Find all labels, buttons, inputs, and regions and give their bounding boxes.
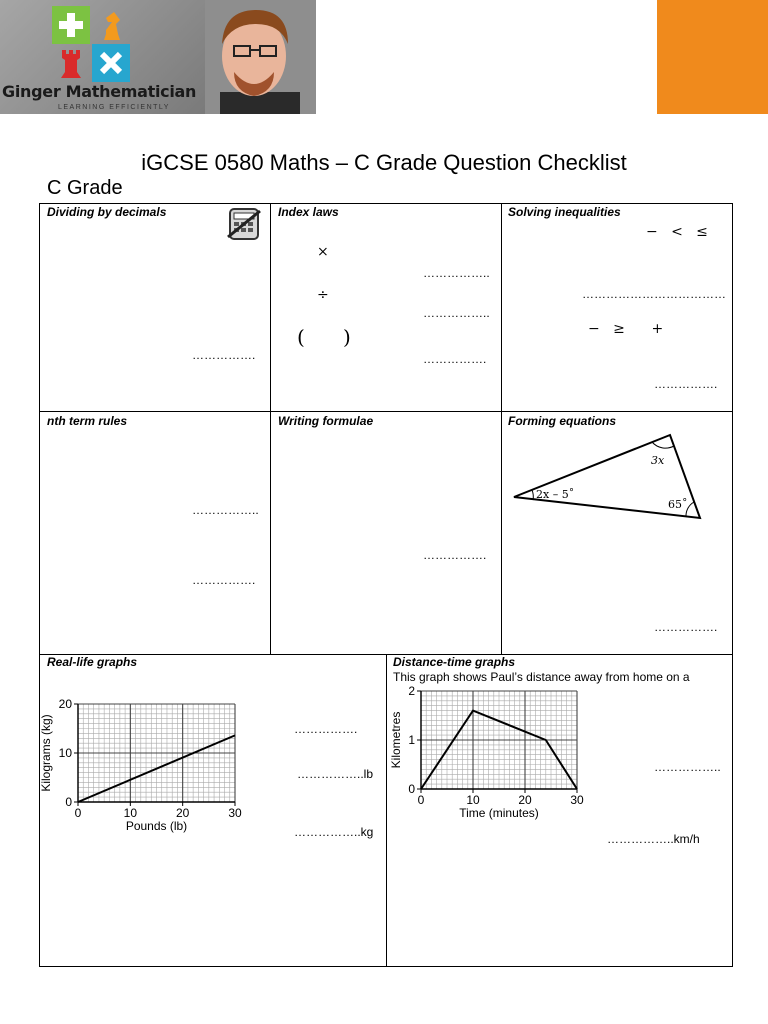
x-tick-label: 10 bbox=[123, 806, 138, 820]
x-tick-label: 10 bbox=[466, 793, 480, 807]
y-tick-label: 1 bbox=[408, 733, 415, 747]
x-tick-label: 30 bbox=[570, 793, 584, 807]
inequalities-heading: Solving inequalities bbox=[508, 205, 621, 219]
x-tick-label: 20 bbox=[518, 793, 532, 807]
equations-answer[interactable]: ……………. bbox=[654, 620, 718, 634]
x-tick-label: 0 bbox=[74, 806, 82, 820]
dividing-heading: Dividing by decimals bbox=[47, 205, 167, 219]
angle-label-right: 65˚ bbox=[668, 498, 688, 511]
index-answer-3[interactable]: ……………. bbox=[423, 352, 487, 366]
angle-label-top: 3x bbox=[651, 454, 665, 467]
y-tick-label: 0 bbox=[408, 782, 415, 796]
distance-chart bbox=[388, 684, 608, 824]
knight-icon bbox=[92, 6, 130, 44]
inequalities-answer-1[interactable]: ……………………………… bbox=[582, 287, 726, 301]
y-tick-label: 2 bbox=[408, 684, 415, 698]
banner-logo bbox=[0, 0, 316, 114]
plus-icon bbox=[52, 6, 90, 44]
reallife-answer-1[interactable]: ……………. bbox=[294, 722, 358, 736]
nth-answer-1[interactable]: …………….. bbox=[192, 503, 259, 517]
dividing-answer[interactable]: ……………. bbox=[192, 348, 256, 362]
rook-icon bbox=[52, 44, 90, 82]
distance-answer-2[interactable]: ……………..km/h bbox=[607, 832, 700, 846]
inequalities-ops-2: − ≥ + bbox=[588, 321, 664, 337]
no-calculator-icon bbox=[226, 207, 262, 241]
x-axis-label: Time (minutes) bbox=[459, 806, 539, 820]
index-answer-2[interactable]: …………….. bbox=[423, 306, 490, 320]
page-title: iGCSE 0580 Maths – C Grade Question Checklist bbox=[141, 150, 627, 175]
index-heading: Index laws bbox=[278, 205, 339, 219]
nth-answer-2[interactable]: ……………. bbox=[192, 573, 256, 587]
grade-heading: C Grade bbox=[47, 177, 123, 199]
reallife-answer-2[interactable]: ……………..lb bbox=[297, 767, 374, 781]
x-tick-label: 30 bbox=[228, 806, 242, 820]
brand-tagline: LEARNING EFFICIENTLY bbox=[58, 104, 170, 111]
reallife-answer-3[interactable]: ……………..kg bbox=[294, 825, 374, 839]
y-axis-label: Kilometres bbox=[389, 711, 403, 769]
angle-label-left: 2x – 5˚ bbox=[536, 488, 575, 501]
formulae-answer[interactable]: ……………. bbox=[423, 548, 487, 562]
inequalities-ops-1: − < ≤ bbox=[646, 224, 708, 240]
y-tick-label: 0 bbox=[65, 795, 72, 809]
distance-answer-1[interactable]: …………….. bbox=[654, 760, 721, 774]
distance-intro: This graph shows Paul’s distance away from home on a bbox=[393, 670, 690, 684]
index-op-times: × bbox=[317, 244, 329, 260]
equations-heading: Forming equations bbox=[508, 414, 616, 428]
brand-name: Ginger Mathematician bbox=[2, 82, 197, 101]
index-op-divide: ÷ bbox=[317, 287, 329, 303]
y-tick-label: 10 bbox=[58, 746, 72, 760]
y-tick-label: 20 bbox=[58, 697, 72, 711]
presenter-photo bbox=[210, 4, 300, 114]
reallife-chart bbox=[38, 690, 258, 840]
nth-heading: nth term rules bbox=[47, 414, 128, 428]
index-answer-1[interactable]: …………….. bbox=[423, 266, 490, 280]
x-tick-label: 20 bbox=[175, 806, 190, 820]
inequalities-answer-2[interactable]: ……………. bbox=[654, 377, 718, 391]
y-axis-label: Kilograms (kg) bbox=[39, 714, 53, 792]
index-op-brackets: ( ) bbox=[297, 325, 351, 349]
distance-heading: Distance-time graphs bbox=[393, 655, 516, 669]
triangle-diagram bbox=[508, 430, 728, 530]
reallife-heading: Real-life graphs bbox=[47, 655, 138, 669]
x-axis-label: Pounds (lb) bbox=[125, 819, 188, 833]
x-tick-label: 0 bbox=[417, 793, 425, 807]
times-icon bbox=[92, 44, 130, 82]
formulae-heading: Writing formulae bbox=[278, 414, 374, 428]
